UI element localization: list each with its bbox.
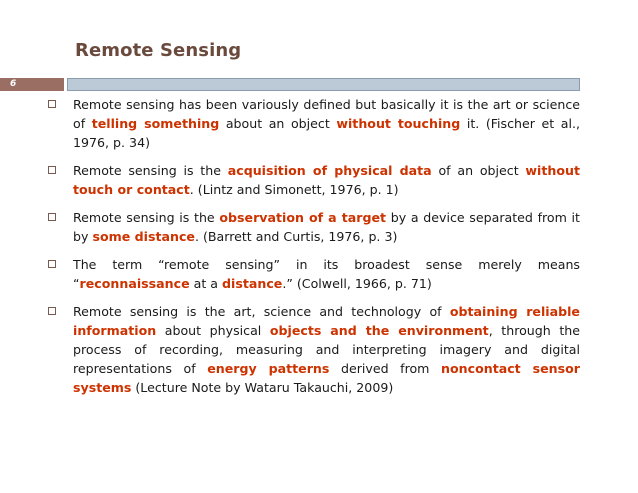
bullet-item (48, 161, 580, 199)
slide-number: 6 (10, 79, 17, 89)
bullet-text (73, 255, 580, 293)
text-segment: it. (Fischer et al., 1976, p. 34) (73, 116, 580, 150)
text-segment: . (Lintz and Simonett, 1976, p. 1) (189, 182, 399, 197)
bullet-item (48, 255, 580, 293)
highlight-segment: distance (222, 276, 283, 291)
checkbox-bullet-icon (48, 260, 56, 268)
checkbox-bullet-icon (48, 100, 56, 108)
text-segment: The term “remote sensing” in its broadest sense merely means “ (73, 257, 580, 291)
slide-title: Remote Sensing (75, 40, 242, 61)
bullet-text (73, 302, 580, 397)
bullet-text (73, 208, 580, 246)
highlight-segment: without touching (336, 116, 461, 131)
bullet-item (48, 302, 580, 397)
text-segment: .” (Colwell, 1966, p. 71) (282, 276, 432, 291)
text-segment: about physical (156, 323, 270, 338)
text-segment: , through the process of recording, measuring and interpreting imagery and digital representations of (73, 323, 580, 376)
bullet-text (73, 95, 580, 152)
highlight-segment: acquisition of physical data (227, 163, 432, 178)
bullet-item (48, 208, 580, 246)
highlight-segment: some distance (92, 229, 195, 244)
checkbox-bullet-icon (48, 213, 56, 221)
bullet-list (48, 95, 580, 406)
text-segment: at a (189, 276, 223, 291)
text-segment: of an object (431, 163, 526, 178)
highlight-segment: energy patterns (207, 361, 330, 376)
highlight-segment: obtaining reliable information (73, 304, 580, 338)
highlight-segment: reconnaissance (79, 276, 190, 291)
text-segment: derived from (329, 361, 442, 376)
bullet-item (48, 95, 580, 152)
text-segment: Remote sensing is the (73, 210, 220, 225)
text-segment: Remote sensing has been variously defined but basically it is the art or science of (73, 97, 580, 131)
bullet-text (73, 161, 580, 199)
highlight-segment: noncontact sensor systems (73, 361, 581, 395)
highlight-segment: observation of a target (219, 210, 387, 225)
text-segment: by a device separated from it by (73, 210, 580, 244)
text-segment: Remote sensing is the (73, 163, 228, 178)
title-bar (67, 78, 580, 91)
highlight-segment: without touch or contact (73, 163, 580, 197)
text-segment: about an object (219, 116, 337, 131)
text-segment: . (Barrett and Curtis, 1976, p. 3) (194, 229, 398, 244)
text-segment: Remote sensing is the art, science and technology of (73, 304, 450, 319)
text-segment: (Lecture Note by Wataru Takauchi, 2009) (131, 380, 394, 395)
checkbox-bullet-icon (48, 307, 56, 315)
highlight-segment: objects and the environment (269, 323, 489, 338)
checkbox-bullet-icon (48, 166, 56, 174)
highlight-segment: telling something (91, 116, 220, 131)
